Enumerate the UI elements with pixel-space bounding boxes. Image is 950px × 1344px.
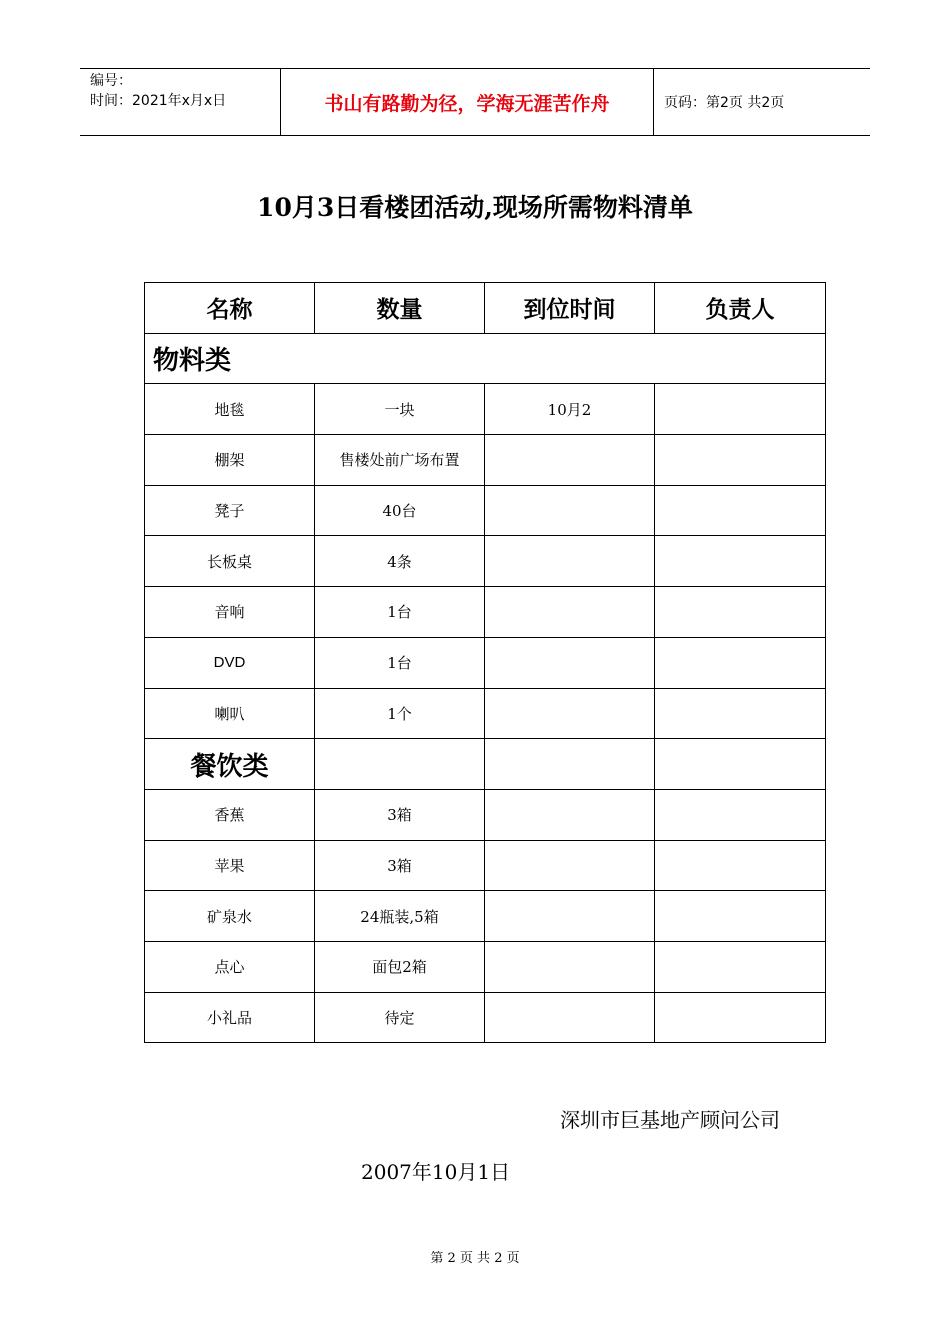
table-row [145,941,826,992]
item-name: 苹果 [145,840,315,891]
table-row [145,384,826,435]
table-row [145,536,826,587]
item-name: 矿泉水 [145,891,315,942]
item-quantity: 1个 [315,688,485,739]
item-name: 香蕉 [145,789,315,840]
page-header [80,68,870,136]
empty-cell [655,739,826,790]
item-arrival-time [485,789,655,840]
item-quantity: 待定 [315,992,485,1043]
item-quantity: 4条 [315,536,485,587]
item-arrival-time [485,688,655,739]
section-label-catering: 餐饮类 [145,739,315,790]
column-header-quantity: 数量 [315,283,485,334]
item-name: 音响 [145,587,315,638]
item-name: 地毯 [145,384,315,435]
item-arrival-time [485,536,655,587]
column-header-name: 名称 [145,283,315,334]
item-name: 点心 [145,941,315,992]
item-name: 棚架 [145,435,315,486]
header-page-info: 页码：第2页 共2页 [664,95,785,111]
section-row-catering [145,739,826,790]
signature-date: 2007年10月1日 [361,1160,511,1184]
table-row [145,587,826,638]
item-quantity: 3箱 [315,789,485,840]
item-quantity: 一块 [315,384,485,435]
table-row [145,840,826,891]
item-name: DVD [145,637,315,688]
table-row [145,637,826,688]
header-number: 编号： [90,73,132,89]
item-owner [655,384,826,435]
item-owner [655,587,826,638]
item-owner [655,789,826,840]
section-row-materials [145,333,826,384]
item-arrival-time [485,840,655,891]
item-quantity: 1台 [315,637,485,688]
item-owner [655,485,826,536]
page-footer: 第 2 页 共 2 页 [430,1251,520,1266]
header-motto: 书山有路勤为径，学海无涯苦作舟 [281,69,654,135]
item-arrival-time [485,891,655,942]
item-owner [655,840,826,891]
item-quantity: 面包2箱 [315,941,485,992]
item-owner [655,435,826,486]
table-row [145,992,826,1043]
section-label-materials: 物料类 [145,333,826,384]
item-name: 喇叭 [145,688,315,739]
empty-cell [315,739,485,790]
table-header-row [145,283,826,334]
item-arrival-time [485,485,655,536]
item-quantity: 1台 [315,587,485,638]
table-row [145,789,826,840]
item-arrival-time [485,587,655,638]
item-arrival-time [485,992,655,1043]
table-row [145,891,826,942]
item-arrival-time [485,941,655,992]
item-owner [655,536,826,587]
item-owner [655,637,826,688]
table-row [145,435,826,486]
item-quantity: 40台 [315,485,485,536]
item-quantity: 24瓶装,5箱 [315,891,485,942]
materials-table [144,282,826,1043]
empty-cell [485,739,655,790]
item-arrival-time [485,435,655,486]
column-header-arrival-time: 到位时间 [485,283,655,334]
table-row [145,485,826,536]
item-owner [655,688,826,739]
item-owner [655,891,826,942]
item-quantity: 售楼处前广场布置 [315,435,485,486]
company-signature: 深圳市巨基地产顾问公司 [560,1108,780,1132]
item-quantity: 3箱 [315,840,485,891]
item-owner [655,992,826,1043]
header-meta [80,69,281,135]
item-name: 长板桌 [145,536,315,587]
header-time: 时间：2021年x月x日 [90,93,227,109]
document-title: 10月3日看楼团活动,现场所需物料清单 [257,193,693,222]
item-owner [655,941,826,992]
item-name: 凳子 [145,485,315,536]
column-header-owner: 负责人 [655,283,826,334]
table-row [145,688,826,739]
item-arrival-time: 10月2 [485,384,655,435]
item-arrival-time [485,637,655,688]
item-name: 小礼品 [145,992,315,1043]
